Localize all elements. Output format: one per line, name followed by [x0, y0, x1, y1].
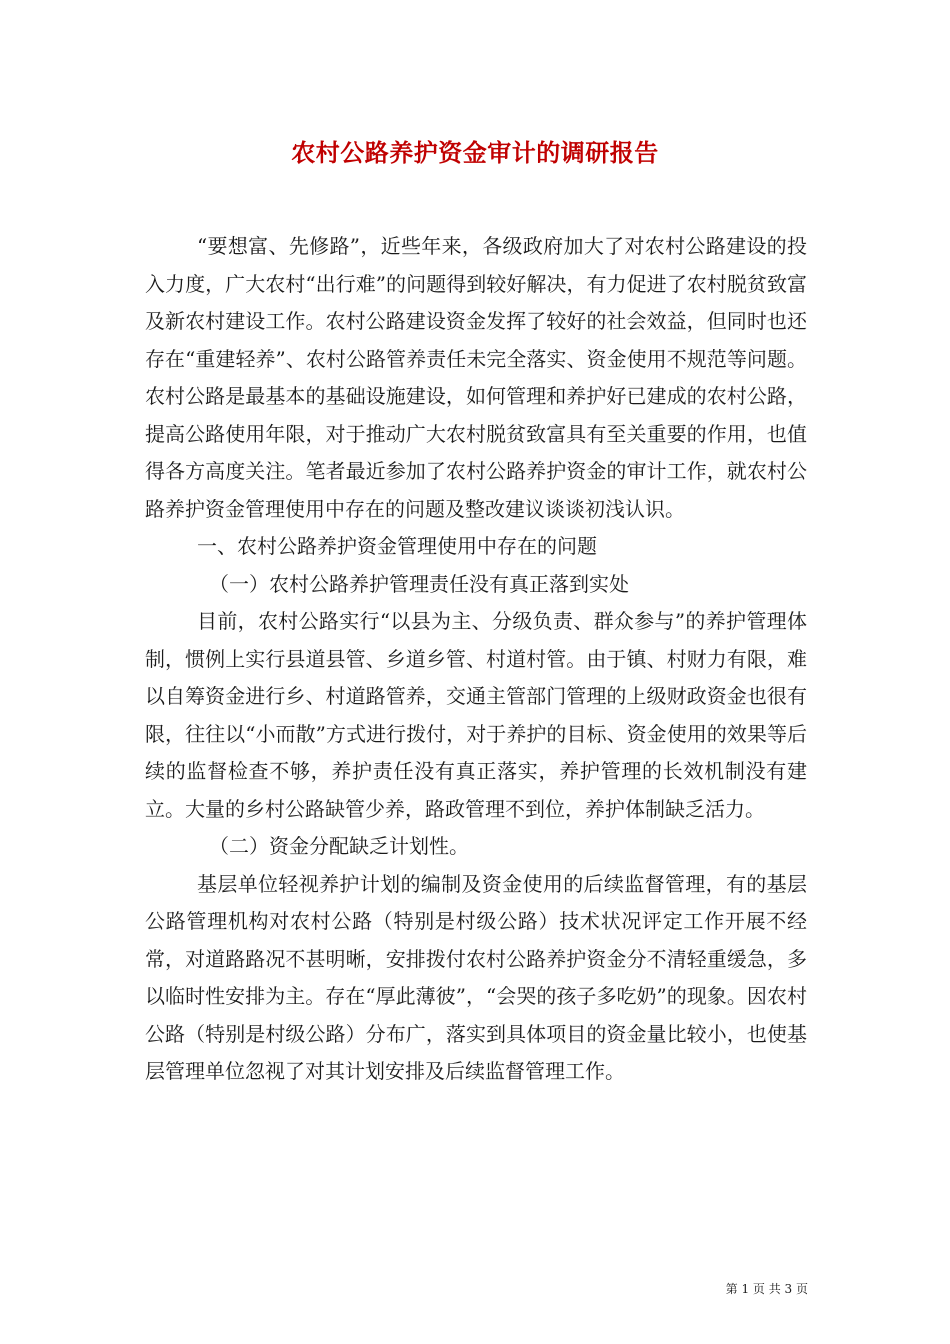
intro-paragraph: “要想富、先修路”，近些年来，各级政府加大了对农村公路建设的投入力度，广大农村“出行难”的问题得到较好解决，有力促进了农村脱贫致富及新农村建设工作。农村公路建设资金发挥了较好的社会效益，但同时也还存在“重建轻养”、农村公路管养责任未完全落实、资金使用不规范等问题。农村公路是最基本的基础设施建设，如何管理和养护好已建成的农村公路，提高公路使用年限，对于推动广大农村脱贫致富具有至关重要的作用，也值得各方高度关注。笔者最近参加了农村公路养护资金的审计工作，就农村公路养护资金管理使用中存在的问题及整改建议谈谈初浅认识。 — [145, 234, 807, 521]
body-paragraph-1: 目前，农村公路实行“以县为主、分级负责、群众参与”的养护管理体制，惯例上实行县道县管、乡道乡管、村道村管。由于镇、村财力有限，难以自筹资金进行乡、村道路管养，交通主管部门管理的上级财政资金也很有限，往往以“小而散”方式进行拨付，对于养护的目标、资金使用的效果等后续的监督检查不够，养护责任没有真正落实，养护管理的长效机制没有建立。大量的乡村公路缺管少养，路政管理不到位，养护体制缺乏活力。 — [145, 609, 807, 821]
subsection-heading-2: （二）资金分配缺乏计划性。 — [209, 834, 469, 858]
section-heading-1: 一、农村公路养护资金管理使用中存在的问题 — [197, 534, 597, 558]
page-title: 农村公路养护资金审计的调研报告 — [291, 138, 659, 167]
subsection-heading-1: （一）农村公路养护管理责任没有真正落到实处 — [209, 571, 629, 596]
page-number: 第 1 页 共 3 页 — [725, 1282, 808, 1296]
body-paragraph-2: 基层单位轻视养护计划的编制及资金使用的后续监督管理，有的基层公路管理机构对农村公路（特别是村级公路）技术状况评定工作开展不经常，对道路路况不甚明晰，安排拨付农村公路养护资金分不清轻重缓急，多以临时性安排为主。存在“厚此薄彼”，“会哭的孩子多吃奶”的现象。因农村公路（特别是村级公路）分布广，落实到具体项目的资金量比较小，也使基层管理单位忽视了对其计划安排及后续监督管理工作。 — [145, 871, 807, 1083]
document-body — [145, 228, 807, 1091]
